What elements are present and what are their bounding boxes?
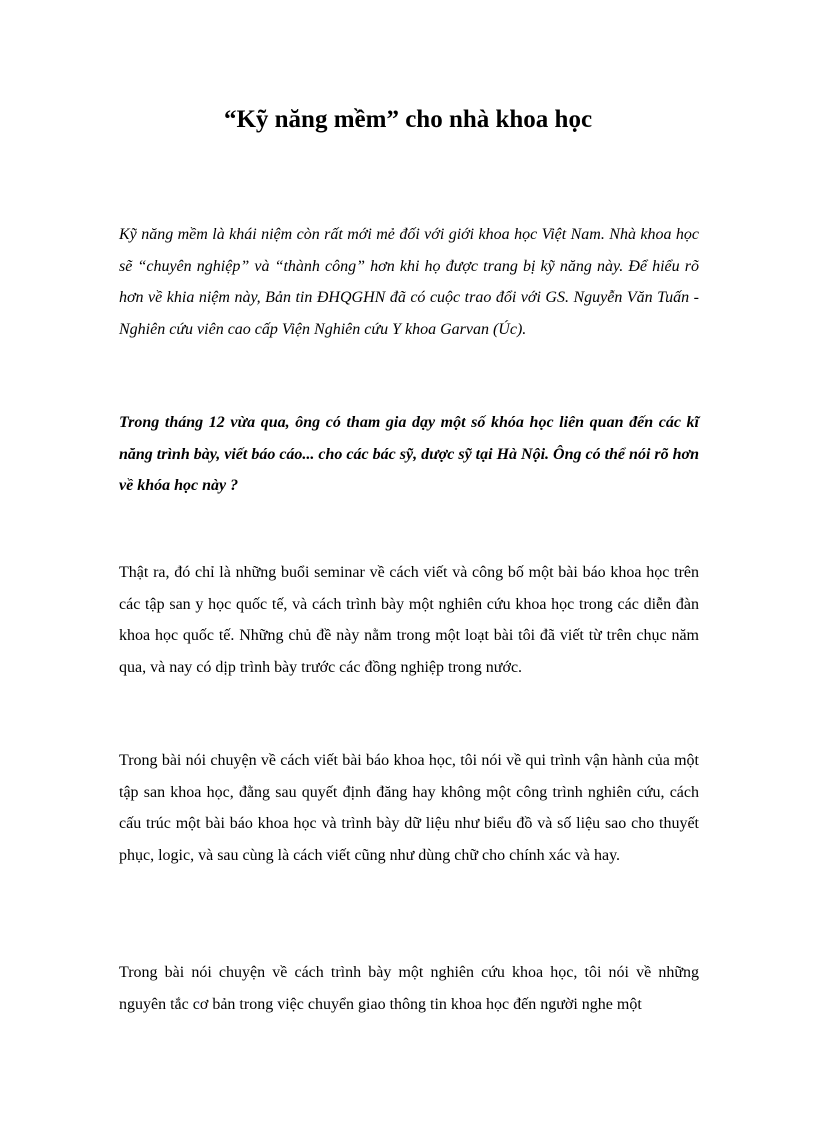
answer-paragraph-1: Thật ra, đó chỉ là những buổi seminar về cách viết và công bố một bài báo khoa học trên các tập san y học quốc tế, và cách trình bày một nghiên cứu khoa học trong các diễn đàn khoa học quốc tế. Những chủ đề này nằm trong một loạt bài tôi đã viết từ trên chục năm qua, và nay có dịp trình bày trước các đồng nghiệp trong nước.: [119, 564, 699, 676]
article-intro: Kỹ năng mềm là khái niệm còn rất mới mẻ đối với giới khoa học Việt Nam. Nhà khoa học sẽ “chuyên nghiệp” và “thành công” hơn khi họ được trang bị kỹ năng này. Để hiểu rõ hơn về khia niệm này, Bản tin ĐHQGHN đã có cuộc trao đổi với GS. Nguyễn Văn Tuấn - Nghiên cứu viên cao cấp Viện Nghiên cứu Y khoa Garvan (Úc).: [119, 226, 699, 338]
article-title: “Kỹ năng mềm” cho nhà khoa học: [223, 106, 593, 133]
interview-question: Trong tháng 12 vừa qua, ông có tham gia dạy một số khóa học liên quan đến các kĩ năng trình bày, viết báo cáo... cho các bác sỹ, dược sỹ tại Hà Nội. Ông có thể nói rõ hơn về khóa học này ?: [119, 414, 699, 494]
answer-paragraph-2: Trong bài nói chuyện về cách viết bài báo khoa học, tôi nói về qui trình vận hành của một tập san khoa học, đằng sau quyết định đăng hay không một công trình nghiên cứu, cách cấu trúc một bài báo khoa học và trình bày dữ liệu như biểu đồ và số liệu sao cho thuyết phục, logic, và sau cùng là cách viết cũng như dùng chữ cho chính xác và hay.: [119, 752, 699, 864]
answer-paragraph-3: Trong bài nói chuyện về cách trình bày một nghiên cứu khoa học, tôi nói về những nguyên tắc cơ bản trong việc chuyển giao thông tin khoa học đến người nghe một: [119, 964, 699, 1013]
